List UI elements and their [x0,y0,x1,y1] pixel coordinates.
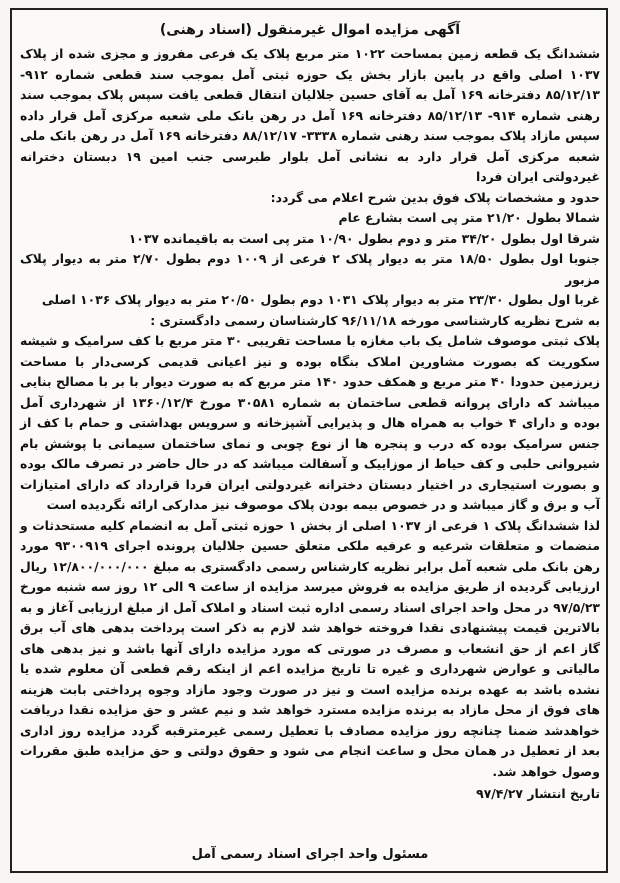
bounds-north: شمالا بطول ۲۱/۲۰ متر پی است بشارع عام [338,210,600,225]
publish-date: تاریخ انتشار ۹۷/۴/۲۷ [476,786,600,801]
signature: مسئول واحد اجرای اسناد رسمی آمل [191,847,429,862]
notice-title: آگهی مزایده اموال غیرمنقول (اسناد رهنی) [159,22,461,38]
expert-heading: به شرح نظریه کارشناسی مورخه ۹۶/۱۱/۱۸ کارشناسان رسمی دادگستری : [150,312,600,328]
expert-body: پلاک ثبتی موصوف شامل یک باب مغازه با مساحت تقریبی ۳۰ متر مربع با کف سرامیک و شیشه سکوریت که بصورت مشاورین املاک بنگاه بوده و نیز اعیانی قدیمی کرسی‌دار با مساحت زیرزمین حدودا ۴۰ متر مربع و همکف حدود ۱۴۰ متر مربع که به صورت دیوار با بر با مصالح بنایی میباشد که دارای پروانه قطعی ساختمان به شماره ۳۰۵۸۱ مورخ ۱۳۶۰/۱۲/۴ از شهرداری آمل بوده و دارای ۴ خواب به همراه هال و پذیرایی آشپزخانه و سرویس بهداشتی و حمام با کف از جنس سرامیک بوده که درب و پنجره ها از نوع چوبی و نمای ساختمان سیمانی با پوشش بام شیروانی حلبی و کف حیاط از موزاییک و آسفالت میباشد که در حال حاضر در تصرف مالک بوده و بصورت استیجاری در اختیار دبستان دخترانه غیردولتی ایران فردا قرارداد که دارای امتیازات آب و برق و گاز میباشد و در خصوص بیمه بودن پلاک موصوف نیز مدارکی ارائه نگردیده است [20,333,600,512]
bounds-heading: حدود و مشخصات پلاک فوق بدین شرح اعلام می گردد: [270,189,600,205]
bounds-east: شرقا اول بطول ۳۴/۲۰ متر و دوم بطول ۱۰/۹۰ متر پی است به باقیمانده ۱۰۳۷ [128,230,600,246]
bounds-south: جنوبا اول بطول ۱۸/۵۰ متر به دیوار پلاک ۲ فرعی از ۱۰۰۹ دوم بطول ۲/۷۰ متر به دیوار پلاک مزبور [20,251,600,287]
auction-body: لذا ششدانگ پلاک ۱ فرعی از ۱۰۳۷ اصلی از بخش ۱ حوزه ثبتی آمل به انضمام کلیه مستحدثات و منضمات و متعلقات شرعیه و عرفیه ملکی متعلق حسین جلالیان پرونده اجرای ۹۳۰۰۹۱۹ مورد رهن بانک ملی شعبه آمل برابر نظریه کارشناس رسمی دادگستری به مبلغ ۱۲/۸۰۰/۰۰۰/۰۰۰ ریال ارزیابی گردیده از طریق مزایده به فروش میرسد مزایده از ساعت ۹ الی ۱۲ روز سه شنبه مورخ ۹۷/۵/۲۳ در محل واحد اجرای اسناد رسمی اداره ثبت اسناد و املاک آمل از مبلغ ارزیابی آغاز و به بالاترین قیمت پیشنهادی نقدا فروخته خواهد شد لازم به ذکر است پرداخت بدهی های آب برق گاز اعم از حق انشعاب و مصرف در صورتی که مورد مزایده دارای آنها باشد و نیز بدهی های مالیاتی و عوارض شهرداری و غیره تا تاریخ مزایده اعم از اینکه رقم قطعی آن معلوم شده یا نشده باشد به عهده برنده مزایده است و نیز در صورت وجود مازاد وجوه پرداختی بابت هزینه های فوق از محل مازاد به برنده مزایده مسترد خواهد شد و نیم عشر و حق مزایده نقدا دریافت خواهدشد ضمنا چنانچه روز مزایده مصادف با تعطیل رسمی غیرمترقبه گردد مزایده روز اداری بعد از تعطیل در همان محل و ساعت انجام می شود و حقوق دولتی و حق مزایده طبق مقررات وصول خواهد شد. [20,517,600,779]
bounds-west: غربا اول بطول ۲۳/۳۰ متر به دیوار پلاک ۱۰۳۱ دوم بطول ۲۰/۵۰ متر به دیوار پلاک ۱۰۳۶ اصلی [41,292,600,307]
intro-paragraph: ششدانگ یک قطعه زمین بمساحت ۱۰۲۲ متر مربع پلاک یک فرعی مفروز و مجزی شده از پلاک ۱۰۳۷ اصلی واقع در پایین بازار بخش یک حوزه ثبتی آمل بموجب سند قطعی شماره ۹۱۲- ۸۵/۱۲/۱۳ دفترخانه ۱۶۹ آمل به آقای حسین جلالیان انتقال قطعی یافت سپس پلاک بموجب سند رهنی شماره ۹۱۴- ۸۵/۱۲/۱۳ دفترخانه ۱۶۹ آمل در رهن بانک ملی شعبه مرکزی آمل قرار داده سپس مازاد پلاک بموجب سند رهنی شماره ۳۳۳۸- ۸۸/۱۲/۱۷ دفترخانه ۱۶۹ آمل در رهن بانک ملی شعبه مرکزی آمل قرار دارد به نشانی آمل بلوار طبرسی جنب امین ۱۹ دبستان دخترانه غیردولتی ایران فردا [20,46,601,184]
notice-content [20,18,600,871]
